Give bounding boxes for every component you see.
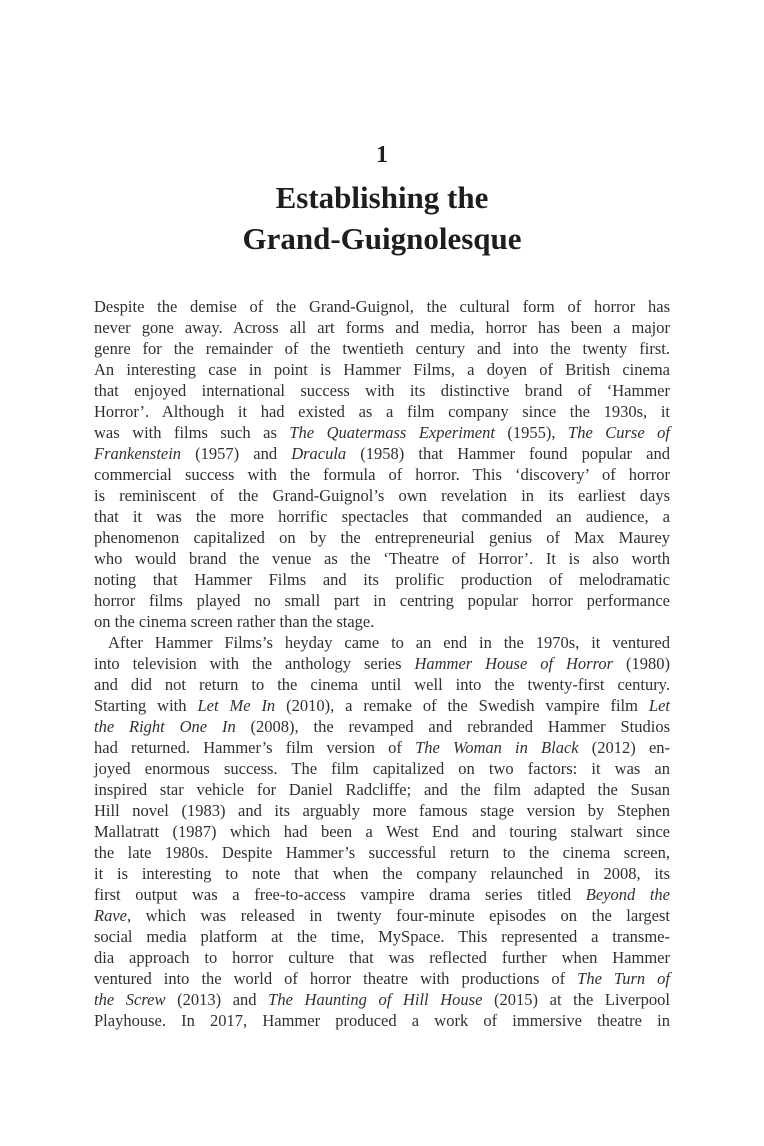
text-segment: Horror’. Although it had existed as a film company since the 1930s, it xyxy=(94,402,670,421)
text-segment: dia approach to horror culture that was reflected further when Hammer xyxy=(94,948,670,967)
text-segment: commercial success with the formula of horror. This ‘discovery’ of horror xyxy=(94,465,670,484)
text-line xyxy=(94,1010,670,1031)
text-line xyxy=(94,716,670,737)
text-line xyxy=(94,695,670,716)
text-segment: the late 1980s. Despite Hammer’s successful return to the cinema screen, xyxy=(94,843,670,862)
text-line xyxy=(94,380,670,401)
italic-text-segment: The Quatermass Experiment xyxy=(289,423,495,442)
text-segment: (1957) and xyxy=(181,444,292,463)
text-line xyxy=(94,758,670,779)
page-content xyxy=(94,0,670,1031)
text-segment: Playhouse. In 2017, Hammer produced a work of immersive theatre in xyxy=(94,1011,670,1030)
text-segment: first output was a free-to-access vampire drama series titled xyxy=(94,885,586,904)
text-segment: on the cinema screen rather than the stage. xyxy=(94,612,375,631)
text-line xyxy=(94,548,670,569)
text-line xyxy=(94,779,670,800)
text-line xyxy=(94,632,670,653)
text-line xyxy=(94,884,670,905)
italic-text-segment: Dracula xyxy=(291,444,347,463)
italic-text-segment: Hammer House of Horror xyxy=(414,654,614,673)
text-segment: had returned. Hammer’s film version of xyxy=(94,738,416,757)
text-segment: inspired star vehicle for Daniel Radcliffe; and the film adapted the Susan xyxy=(94,780,670,799)
text-line xyxy=(94,989,670,1010)
text-line xyxy=(94,506,670,527)
italic-text-segment: Let xyxy=(648,696,670,715)
italic-text-segment: The Woman in Black xyxy=(415,738,579,757)
italic-text-segment: Let Me In xyxy=(197,696,276,715)
text-line xyxy=(94,401,670,422)
text-line xyxy=(94,947,670,968)
text-segment: that it was the more horrific spectacles that commanded an audience, a xyxy=(94,507,670,526)
text-segment: and did not return to the cinema until well into the twenty-first century. xyxy=(94,675,670,694)
text-segment: who would brand the venue as the ‘Theatre of Horror’. It is also worth xyxy=(94,549,670,568)
text-line xyxy=(94,359,670,380)
text-segment: , which was released in twenty four-minute episodes on the largest xyxy=(126,906,670,925)
text-segment: phenomenon capitalized on by the entrepreneurial genius of Max Maurey xyxy=(94,528,670,547)
text-segment: Hill novel (1983) and its arguably more famous stage version by Stephen xyxy=(94,801,670,820)
text-line xyxy=(94,611,670,632)
text-segment: was with films such as xyxy=(94,423,290,442)
text-segment: it is interesting to note that when the company relaunched in 2008, its xyxy=(94,864,670,883)
text-segment: ventured into the world of horror theatre with productions of xyxy=(94,969,578,988)
body-text xyxy=(94,296,670,1031)
text-segment: (2008), the revamped and rebranded Hammer Studios xyxy=(235,717,670,736)
italic-text-segment: the Right One In xyxy=(94,717,236,736)
text-line xyxy=(94,653,670,674)
text-segment: Starting with xyxy=(94,696,198,715)
text-line xyxy=(94,842,670,863)
text-line xyxy=(94,590,670,611)
text-line xyxy=(94,821,670,842)
text-line xyxy=(94,422,670,443)
chapter-number: 1 xyxy=(376,142,388,168)
text-segment: Despite the demise of the Grand-Guignol, the cultural form of horror has xyxy=(94,297,670,316)
text-segment: joyed enormous success. The film capitalized on two factors: it was an xyxy=(94,759,670,778)
text-segment: that enjoyed international success with its distinctive brand of ‘Hammer xyxy=(94,381,670,400)
text-line xyxy=(94,968,670,989)
text-segment: An interesting case in point is Hammer Films, a doyen of British cinema xyxy=(94,360,670,379)
text-segment: horror films played no small part in centring popular horror performance xyxy=(94,591,670,610)
text-segment: (1958) that Hammer found popular and xyxy=(346,444,670,463)
text-segment: is reminiscent of the Grand-Guignol’s own revelation in its earliest days xyxy=(94,486,670,505)
text-segment: into television with the anthology series xyxy=(94,654,415,673)
italic-text-segment: Rave xyxy=(94,906,127,925)
chapter-title-line-1: Establishing the xyxy=(275,180,489,215)
italic-text-segment: Frankenstein xyxy=(94,444,182,463)
text-line xyxy=(94,296,670,317)
italic-text-segment: Beyond the xyxy=(585,885,670,904)
text-line xyxy=(94,338,670,359)
italic-text-segment: The Turn of xyxy=(577,969,670,988)
text-segment: (2013) and xyxy=(165,990,269,1009)
text-line xyxy=(94,527,670,548)
chapter-title-line-2: Grand-Guignolesque xyxy=(242,221,522,256)
text-segment: (1980) xyxy=(613,654,670,673)
text-segment: (1955), xyxy=(494,423,569,442)
italic-text-segment: the Screw xyxy=(94,990,166,1009)
text-segment: (2015) at the Liverpool xyxy=(482,990,671,1009)
italic-text-segment: The Curse of xyxy=(568,423,671,442)
text-segment: (2010), a remake of the Swedish vampire film xyxy=(275,696,649,715)
text-line xyxy=(94,674,670,695)
text-segment: Mallatratt (1987) which had been a West End and touring stalwart since xyxy=(94,822,670,841)
text-segment: social media platform at the time, MySpace. This represented a transme- xyxy=(94,927,670,946)
text-segment: noting that Hammer Films and its prolific production of melodramatic xyxy=(94,570,670,589)
text-segment: (2012) en- xyxy=(578,738,671,757)
text-segment: never gone away. Across all art forms and media, horror has been a major xyxy=(94,318,670,337)
text-line xyxy=(94,485,670,506)
text-segment: genre for the remainder of the twentieth century and into the twenty first. xyxy=(94,339,670,358)
text-segment: After Hammer Films’s heyday came to an end in the 1970s, it ventured xyxy=(108,633,670,652)
chapter-title xyxy=(94,177,670,259)
italic-text-segment: The Haunting of Hill House xyxy=(268,990,483,1009)
text-line xyxy=(94,926,670,947)
text-line xyxy=(94,569,670,590)
text-line xyxy=(94,737,670,758)
text-line xyxy=(94,443,670,464)
text-line xyxy=(94,800,670,821)
text-line xyxy=(94,317,670,338)
text-line xyxy=(94,905,670,926)
text-line xyxy=(94,863,670,884)
text-line xyxy=(94,464,670,485)
